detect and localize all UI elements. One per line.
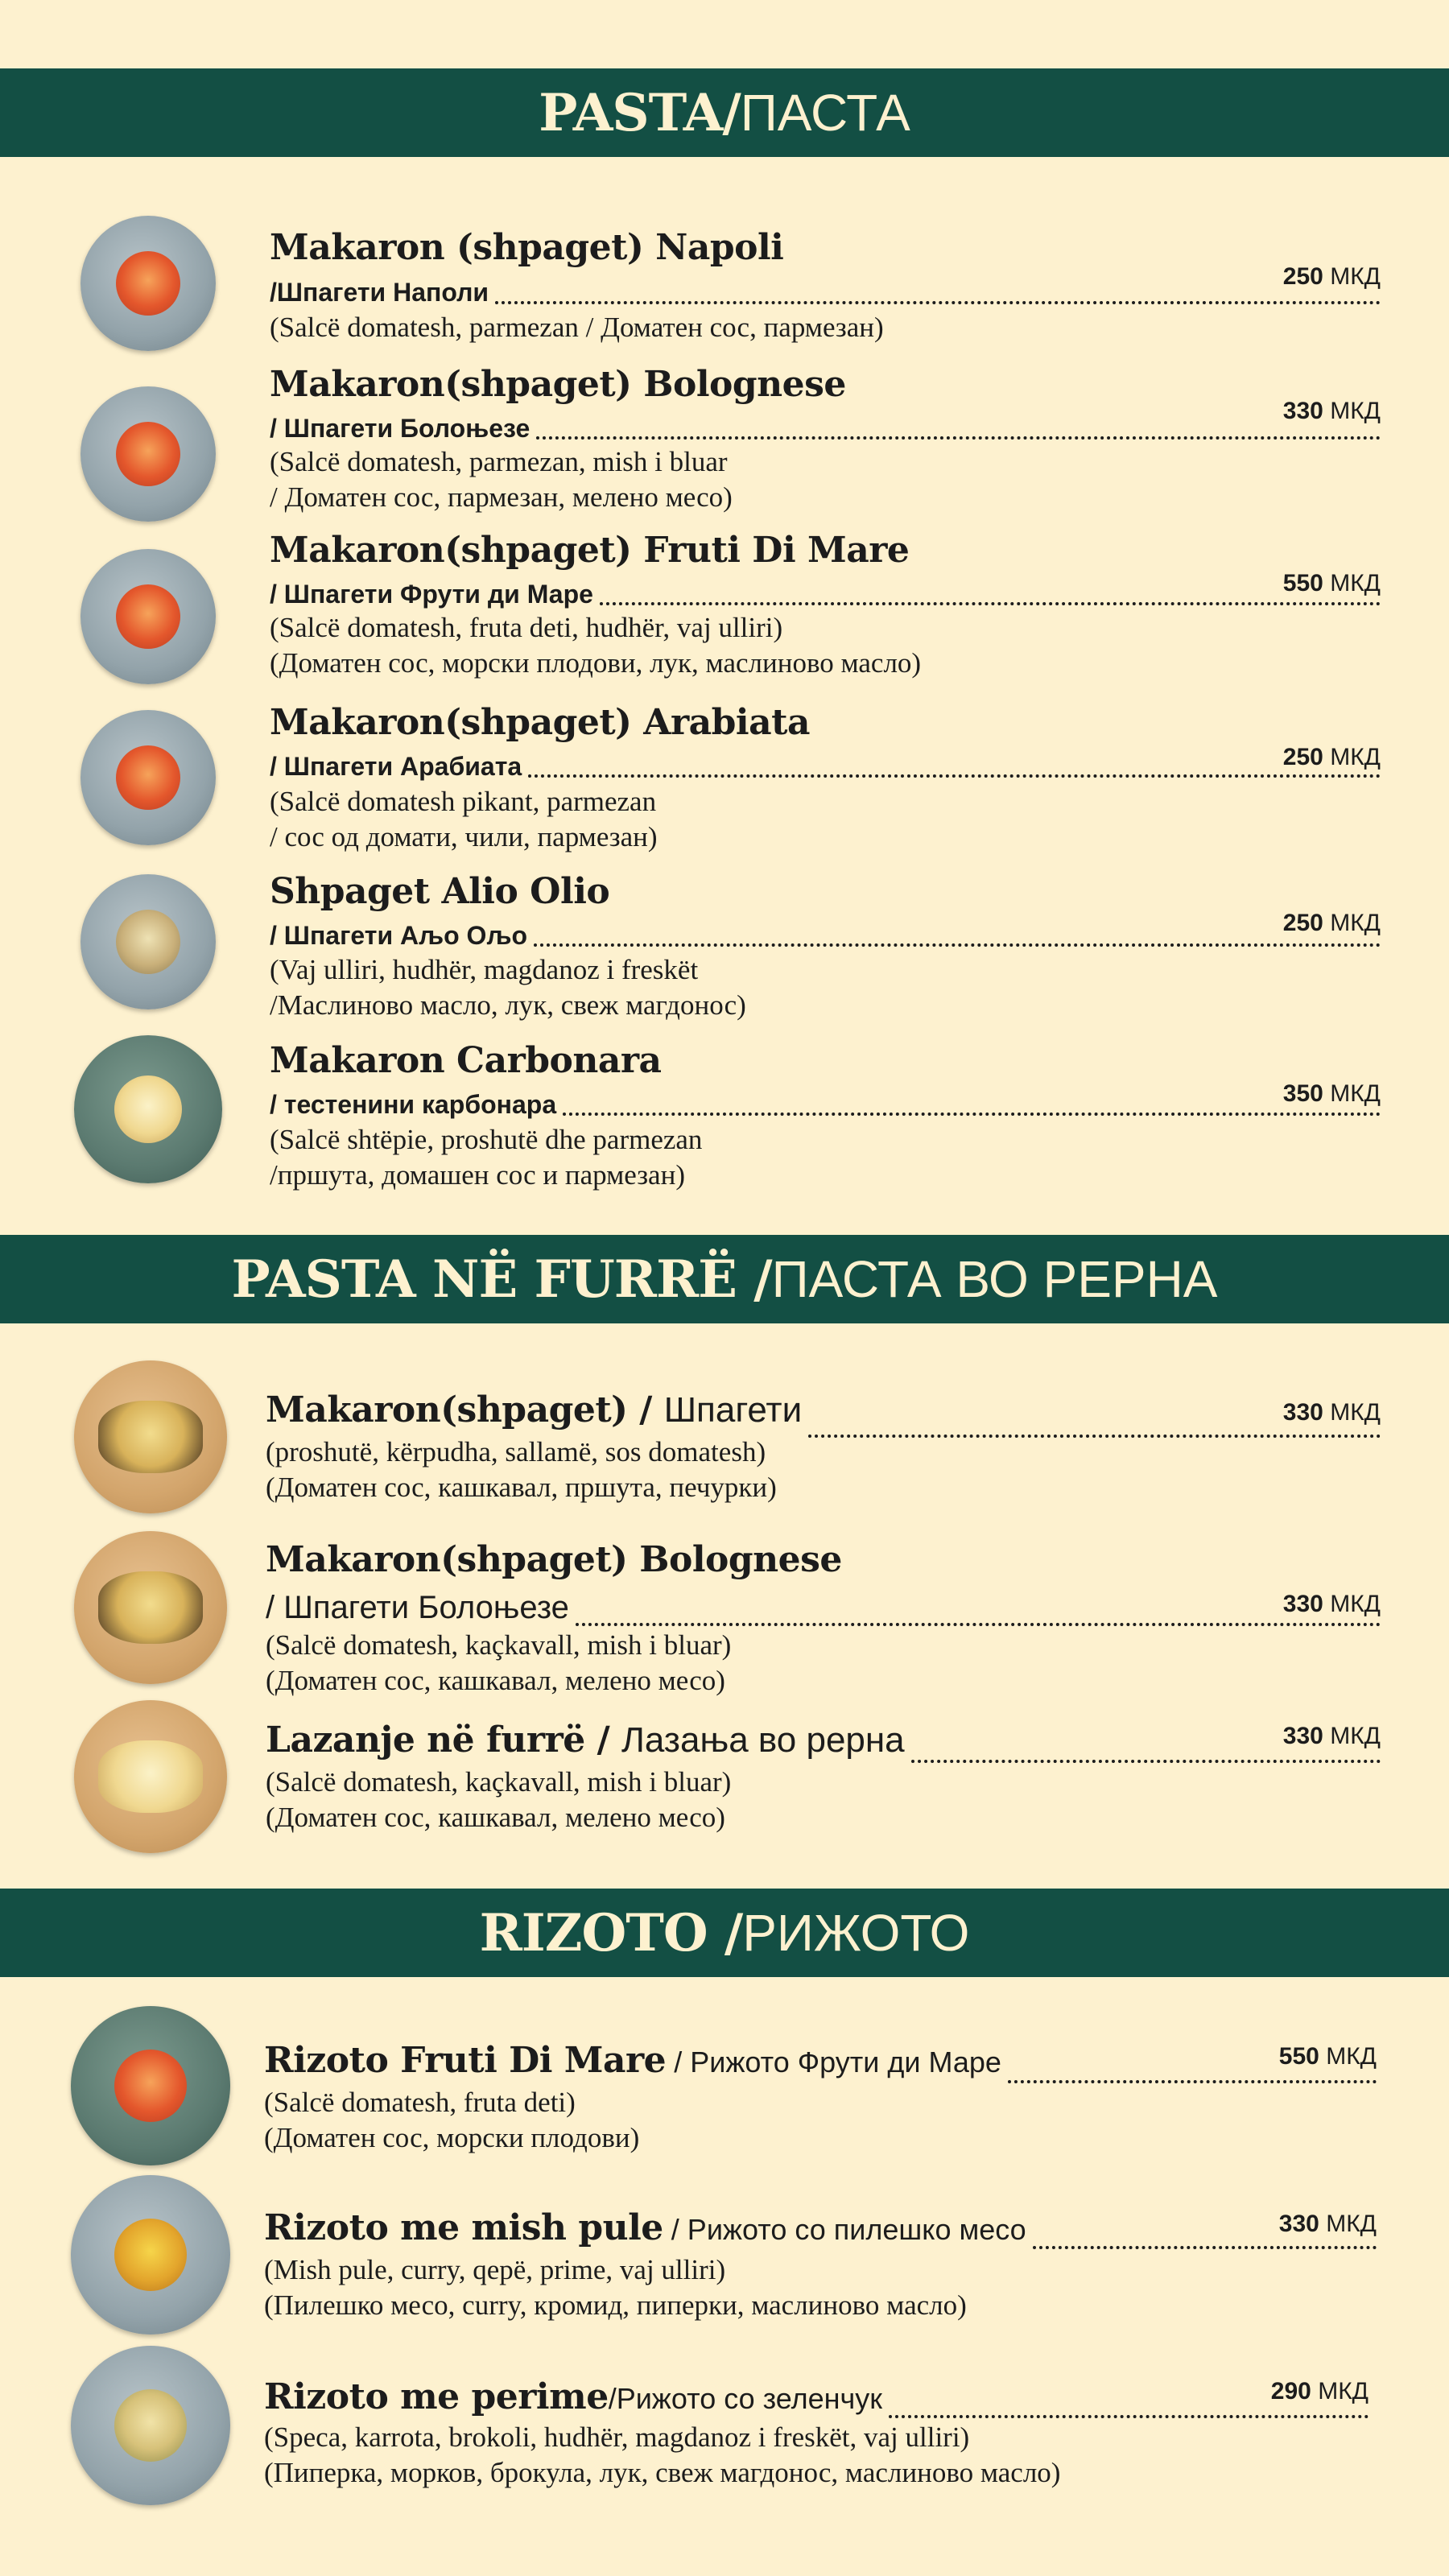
dish-photo — [80, 710, 216, 845]
section-banner-oven-pasta — [0, 1235, 1449, 1323]
item-price: 350 МКД — [1282, 1080, 1381, 1107]
section-banner-pasta — [0, 68, 1449, 157]
dotted-leader — [911, 1760, 1381, 1763]
item-price: 250 МКД — [1282, 263, 1381, 290]
item-description: (proshutë, kërpudha, sallamë, sos domatesh) (Доматен сос, кашкавал, пршута, печурки) — [266, 1436, 777, 1503]
item-name: Rizoto me mish pule / Рижото со пилешко месо — [264, 2207, 1026, 2248]
item-name-mk: / Шпагети Аљо Ољо — [270, 921, 527, 950]
item-price: 290 МКД — [1270, 2378, 1368, 2405]
item-name-mk: / Шпагети Болоњезе — [270, 414, 530, 443]
item-name-mk: / тестенини карбонара — [270, 1090, 557, 1119]
dish-photo — [80, 874, 216, 1009]
item-name: Makaron(shpaget) Fruti Di Mare — [270, 530, 910, 571]
section-banner-risotto — [0, 1889, 1449, 1977]
item-name: Rizoto me perime/Рижото со зеленчук — [264, 2376, 882, 2417]
dish-photo — [71, 2346, 230, 2505]
item-name: Shpaget Alio Olio — [270, 871, 610, 912]
dish-photo — [74, 1700, 227, 1853]
dish-photo — [80, 386, 216, 522]
item-price: 330 МКД — [1282, 398, 1381, 424]
section-title-mk: РИЖОТО — [742, 1904, 970, 1962]
item-name: Rizoto Fruti Di Mare / Рижото Фрути ди Маре — [264, 2040, 1001, 2081]
item-price: 250 МКД — [1282, 910, 1381, 936]
item-name: Makaron(shpaget) / Шпагети — [266, 1389, 803, 1430]
item-price: 330 МКД — [1278, 2211, 1377, 2237]
item-description: (Speca, karrota, brokoli, hudhër, magdanoz i freskët, vaj ulliri) (Пиперка, морков, брокула, лук, свеж магдонос, маслиново масло) — [264, 2421, 1061, 2488]
item-name-mk: /Шпагети Наполи — [270, 278, 489, 307]
item-description: (Salcë domatesh, kaçkavall, mish i bluar) (Доматен сос, кашкавал, мелено месо) — [266, 1766, 732, 1833]
section-title: RIZOTO / — [479, 1902, 743, 1963]
item-description: (Salcë domatesh, parmezan / Доматен сос, пармезан) — [270, 312, 884, 343]
dotted-leader — [534, 943, 1381, 947]
item-name-mk: / Шпагети Фрути ди Маре — [270, 580, 593, 609]
item-description: (Mish pule, curry, qepë, prime, vaj ulliri) (Пилешко месо, curry, кромид, пиперки, маслиново масло) — [264, 2254, 967, 2321]
item-name: Makaron(shpaget) Bolognese — [270, 364, 846, 405]
item-name: Makaron Carbonara — [270, 1040, 662, 1081]
section-title-mk: ПАСТА ВО РЕРНА — [771, 1250, 1218, 1308]
item-price: 250 МКД — [1282, 744, 1381, 770]
dotted-leader — [600, 602, 1381, 605]
item-name: Makaron (shpaget) Napoli — [270, 227, 784, 268]
item-description: (Salcë domatesh, fruta deti) (Доматен сос, морски плодови) — [264, 2087, 640, 2153]
dish-photo — [71, 2006, 230, 2165]
dotted-leader — [563, 1113, 1381, 1116]
dotted-leader — [1008, 2080, 1377, 2083]
item-price: 330 МКД — [1282, 1591, 1381, 1617]
dotted-leader — [495, 301, 1381, 304]
dotted-leader — [528, 774, 1381, 778]
dotted-leader — [536, 436, 1381, 440]
dotted-leader — [576, 1623, 1381, 1626]
item-description: (Salcë shtëpie, proshutë dhe parmezan /пршута, домашен сос и пармезан) — [270, 1124, 703, 1191]
section-title: PASTA NË FURRË / — [231, 1249, 772, 1310]
item-name: Lazanje në furrë / Лазања во рерна — [266, 1719, 905, 1761]
item-description: (Salcë domatesh, parmezan, mish i bluar / Доматен сос, пармезан, мелено месо) — [270, 446, 733, 513]
item-price: 550 МКД — [1278, 2043, 1377, 2070]
dotted-leader — [808, 1435, 1381, 1438]
item-name: Makaron(shpaget) Arabiata — [270, 702, 810, 743]
item-description: (Vaj ulliri, hudhër, magdanoz i freskët /Маслиново масло, лук, свеж магдонос) — [270, 954, 746, 1021]
item-price: 330 МКД — [1282, 1723, 1381, 1749]
dish-photo — [74, 1531, 227, 1684]
section-title-mk: ПАСТА — [740, 84, 910, 142]
item-price: 330 МКД — [1282, 1399, 1381, 1426]
dotted-leader — [1033, 2246, 1377, 2249]
dotted-leader — [889, 2415, 1368, 2418]
dish-photo — [74, 1035, 222, 1183]
item-name: Makaron(shpaget) Bolognese — [266, 1539, 842, 1580]
section-title: PASTA/ — [539, 82, 741, 143]
dish-photo — [80, 216, 216, 351]
item-description: (Salcë domatesh, fruta deti, hudhër, vaj ulliri) (Доматен сос, морски плодови, лук, маслиново масло) — [270, 612, 922, 679]
item-description: (Salcë domatesh pikant, parmezan / сос од домати, чили, пармезан) — [270, 786, 658, 852]
item-description: (Salcë domatesh, kaçkavall, mish i bluar) (Доматен сос, кашкавал, мелено месо) — [266, 1629, 732, 1696]
item-price: 550 МКД — [1282, 570, 1381, 597]
dish-photo — [80, 549, 216, 684]
dish-photo — [71, 2175, 230, 2334]
dish-photo — [74, 1360, 227, 1513]
item-name-mk: / Шпагети Арабиата — [270, 752, 522, 781]
item-name-mk: / Шпагети Болоњезе — [266, 1590, 569, 1625]
